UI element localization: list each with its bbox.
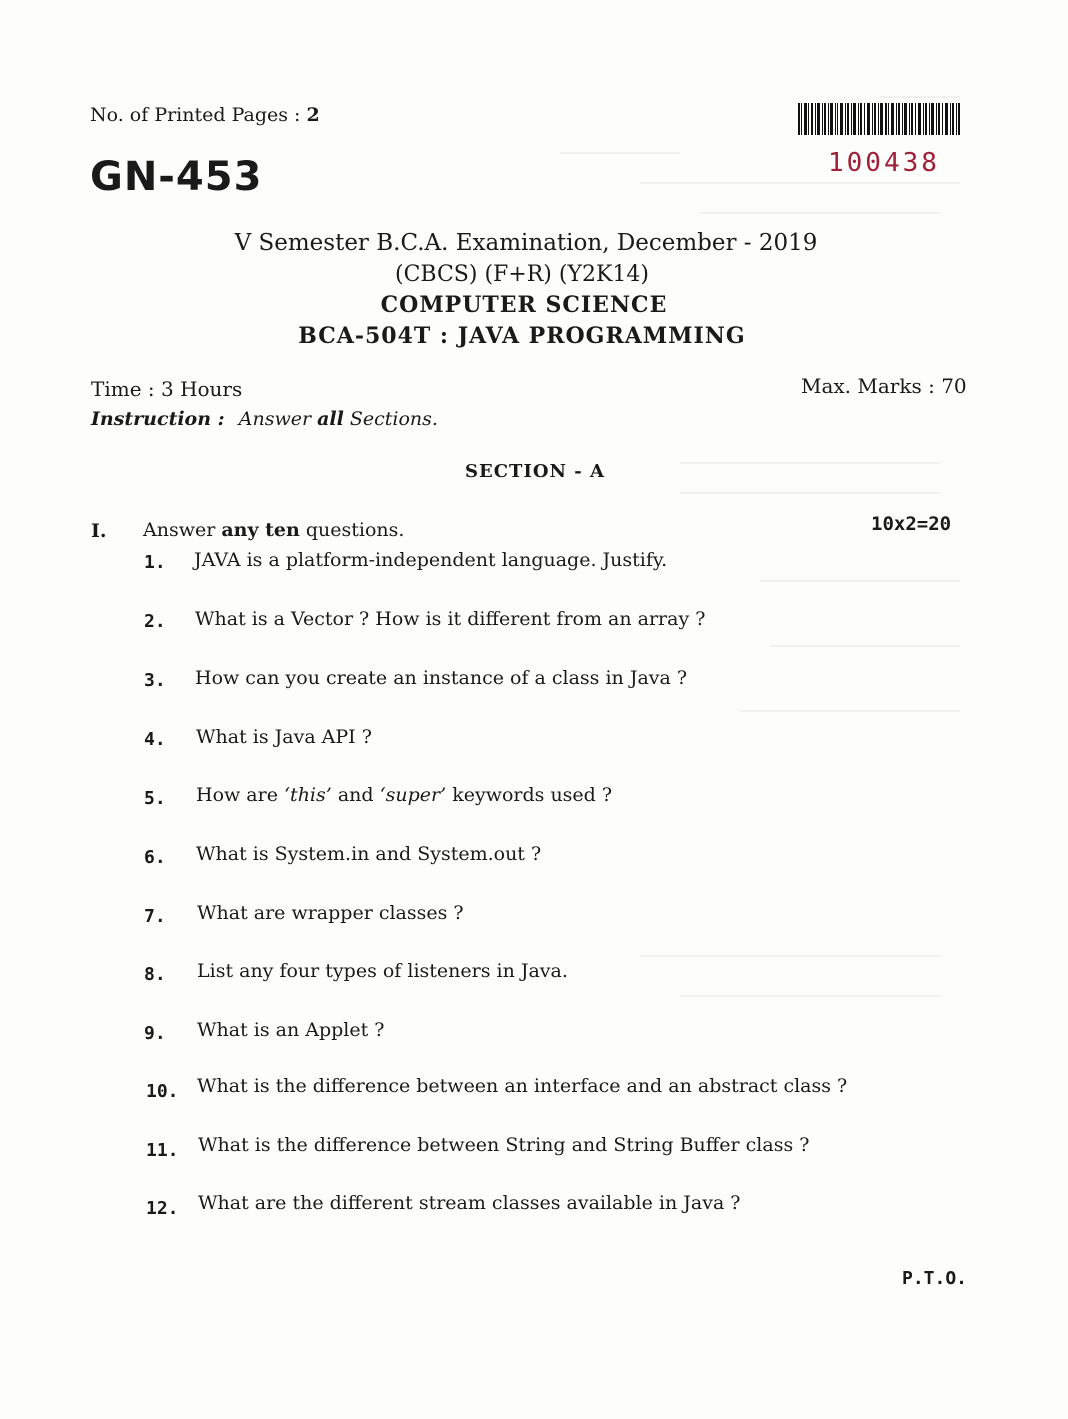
show-through-mark <box>560 152 680 154</box>
show-through-mark <box>680 462 940 464</box>
question-number: 3. <box>144 670 166 691</box>
question-number: 5. <box>144 788 166 809</box>
question-number: 9. <box>144 1023 166 1044</box>
max-marks: Max. Marks : 70 <box>801 374 967 398</box>
question-text: JAVA is a platform-independent language. Justify. <box>194 549 668 571</box>
serial-number: 100438 <box>828 148 940 178</box>
question-number: 4. <box>144 729 166 750</box>
question-text: What is the difference between String and String Buffer class ? <box>198 1134 810 1156</box>
show-through-mark <box>880 96 960 98</box>
instruction-text-post: Sections. <box>343 408 438 430</box>
printed-pages-label: No. of Printed Pages : <box>90 104 301 126</box>
show-through-mark <box>680 995 940 997</box>
subject-title: COMPUTER SCIENCE <box>380 292 668 318</box>
show-through-mark <box>740 710 960 712</box>
question-number: 11. <box>146 1140 179 1161</box>
question-text: How can you create an instance of a class in Java ? <box>195 667 688 689</box>
show-through-mark <box>680 492 940 494</box>
question-number: 1. <box>144 552 166 573</box>
section-heading: SECTION - A <box>465 461 605 482</box>
paper-code: GN-453 <box>90 154 263 200</box>
exam-scheme: (CBCS) (F+R) (Y2K14) <box>394 262 649 287</box>
question-text: List any four types of listeners in Java. <box>197 960 568 982</box>
question-number: 8. <box>144 964 166 985</box>
question-text: What is a Vector ? How is it different from an array ? <box>195 608 706 630</box>
question-number: 6. <box>144 847 166 868</box>
question-text: What is Java API ? <box>196 726 372 748</box>
question-number: 2. <box>144 611 166 632</box>
part-instruction-post: questions. <box>299 519 405 541</box>
show-through-mark <box>760 580 960 582</box>
show-through-mark <box>640 955 940 957</box>
instruction-text-pre: Answer <box>238 408 318 430</box>
show-through-mark <box>640 182 960 184</box>
question-text: How are ‘this’ and ‘super’ keywords used ? <box>196 784 613 806</box>
instruction-label: Instruction : <box>91 408 225 430</box>
question-text: What is an Applet ? <box>197 1019 385 1041</box>
show-through-mark <box>700 212 940 214</box>
part-marks: 10x2=20 <box>871 513 952 535</box>
time-allowed: Time : 3 Hours <box>91 377 243 401</box>
instruction-text-emph: all <box>317 408 344 430</box>
part-instruction-emph: any ten <box>221 519 300 541</box>
part-number: I. <box>91 520 107 542</box>
printed-pages-line <box>90 104 320 126</box>
question-number: 10. <box>146 1081 179 1102</box>
question-number: 7. <box>144 906 166 927</box>
show-through-mark <box>770 645 960 647</box>
question-text: What is the difference between an interface and an abstract class ? <box>197 1075 848 1097</box>
part-instruction-pre: Answer <box>143 519 222 541</box>
question-text: What are wrapper classes ? <box>197 902 464 924</box>
course-title: BCA-504T : JAVA PROGRAMMING <box>298 323 746 349</box>
part-instruction <box>143 519 404 541</box>
question-number: 12. <box>146 1198 179 1219</box>
question-text: What are the different stream classes available in Java ? <box>198 1192 741 1214</box>
question-text: What is System.in and System.out ? <box>196 843 542 865</box>
printed-pages-value: 2 <box>306 104 320 126</box>
page-turn-over: P.T.O. <box>902 1268 968 1289</box>
barcode-image <box>798 103 960 135</box>
instruction-line <box>91 408 438 430</box>
exam-title: V Semester B.C.A. Examination, December - 2019 <box>234 230 818 256</box>
